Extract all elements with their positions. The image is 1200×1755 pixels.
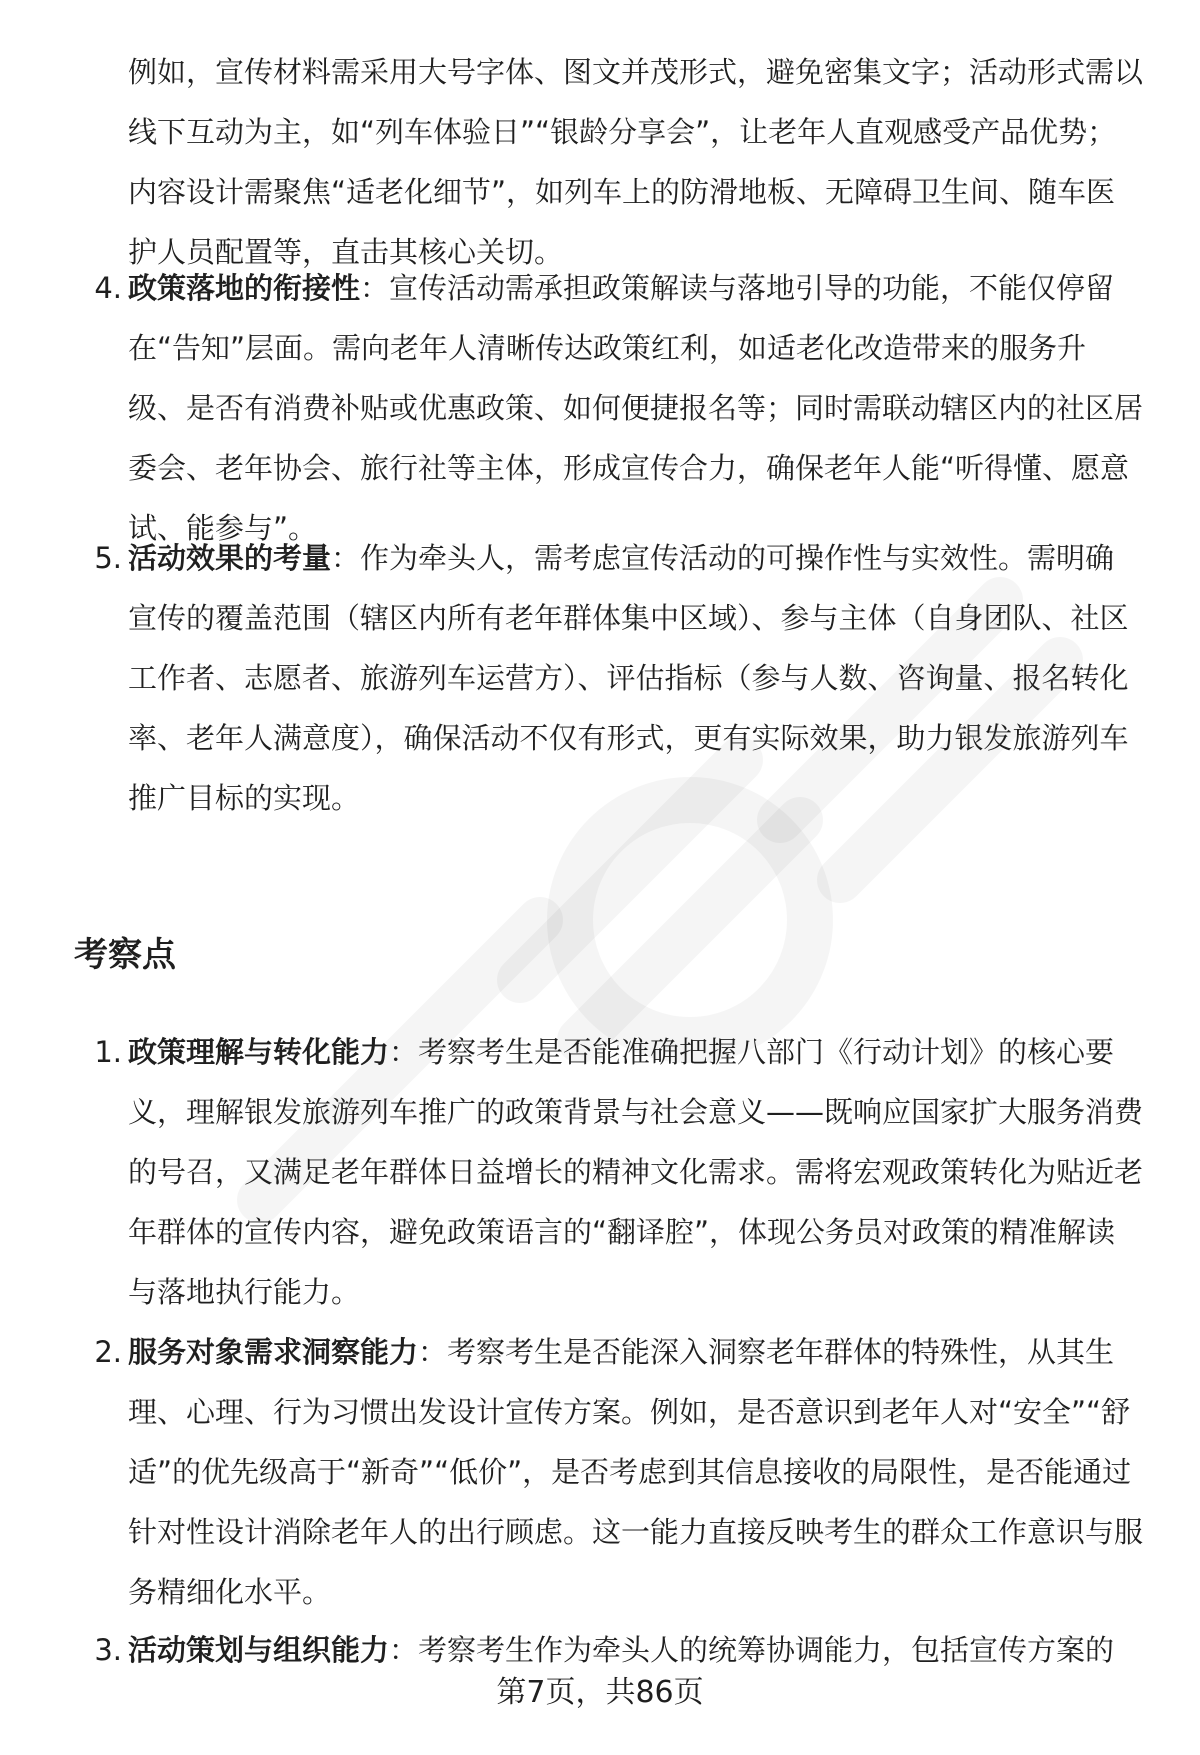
list-text: ：考察考生作为牵头人的统筹协调能力，包括宣传方案的 [389, 1633, 1115, 1667]
list-term: 服务对象需求洞察能力 [128, 1335, 419, 1369]
page-footer: 第7页，共86页 [496, 1675, 704, 1710]
list-number: 4. [94, 271, 122, 305]
list-number: 5. [94, 541, 122, 575]
list-text: ：作为牵头人，需考虑宣传活动的可操作性与实效性。需明确宣传的覆盖范围（辖区内所有老年群体集中区域）、参与主体（自身团队、社区工作者、志愿者、旅游列车运营方）、评估指标（参与人数、咨询量、报名转化率、老年人满意度），确保活动不仅有形式，更有实际效果，助力银发旅游列车推广目标的实现。 [128, 541, 1129, 815]
list-item-5 [94, 528, 1143, 828]
list-item-1 [94, 1022, 1144, 1322]
list-number: 3. [94, 1633, 122, 1667]
list-text: ：考察考生是否能深入洞察老年群体的特殊性，从其生理、心理、行为习惯出发设计宣传方案。例如，是否意识到老年人对“安全”“舒适”的优先级高于“新奇”“低价”，是否考虑到其信息接收的局限性，是否能通过针对性设计消除老年人的出行顾虑。这一能力直接反映考生的群众工作意识与服务精细化水平。 [128, 1335, 1144, 1609]
intro-paragraph: 例如，宣传材料需采用大号字体、图文并茂形式，避免密集文字；活动形式需以线下互动为主，如“列车体验日”“银龄分享会”，让老年人直观感受产品优势；内容设计需聚焦“适老化细节”，如列车上的防滑地板、无障碍卫生间、随车医护人员配置等，直击其核心关切。 [128, 55, 1144, 269]
list-item-2 [94, 1322, 1144, 1622]
list-term: 政策理解与转化能力 [128, 1035, 390, 1069]
list-text: ：考察考生是否能准确把握八部门《行动计划》的核心要义，理解银发旅游列车推广的政策背景与社会意义——既响应国家扩大服务消费的号召，又满足老年群体日益增长的精神文化需求。需将宏观政策转化为贴近老年群体的宣传内容，避免政策语言的“翻译腔”，体现公务员对政策的精准解读与落地执行能力。 [128, 1035, 1144, 1309]
list-item-4 [94, 258, 1144, 558]
list-term: 活动效果的考量 [128, 541, 332, 575]
section-heading: 考察点 [74, 935, 176, 975]
list-term: 活动策划与组织能力 [128, 1633, 390, 1667]
list-term: 政策落地的衔接性 [128, 271, 361, 305]
list-number: 1. [94, 1035, 122, 1069]
list-number: 2. [94, 1335, 122, 1369]
list-text: ：宣传活动需承担政策解读与落地引导的功能，不能仅停留在“告知”层面。需向老年人清晰传达政策红利，如适老化改造带来的服务升级、是否有消费补贴或优惠政策、如何便捷报名等；同时需联动辖区内的社区居委会、老年协会、旅行社等主体，形成宣传合力，确保老年人能“听得懂、愿意试、能参与”。 [128, 271, 1144, 545]
